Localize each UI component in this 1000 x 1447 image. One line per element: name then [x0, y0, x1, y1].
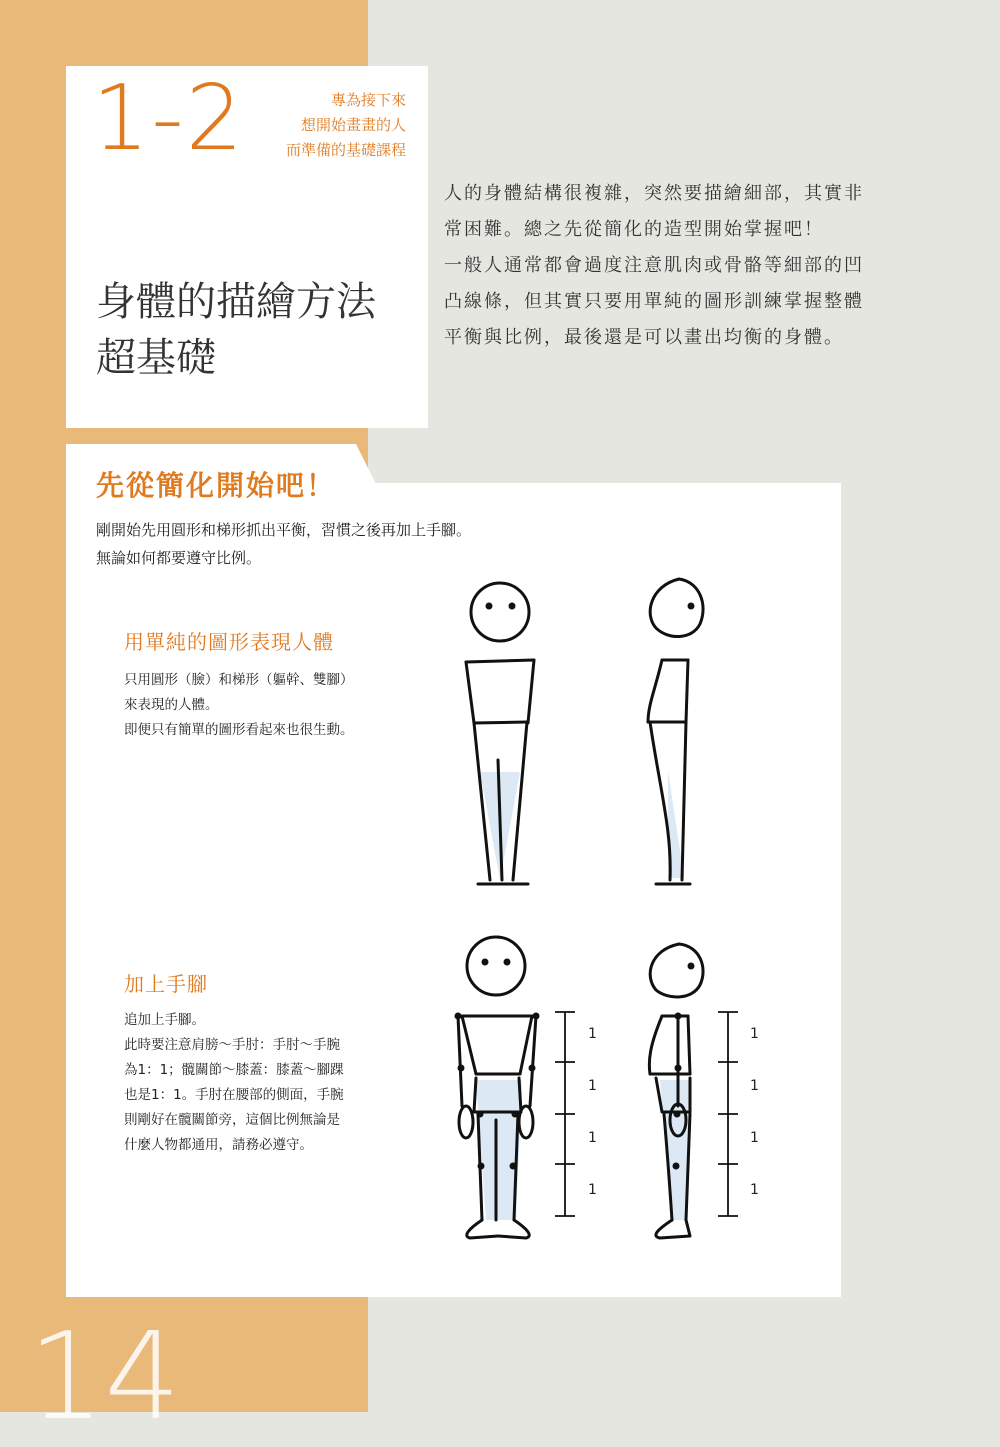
page-title-line: 超基礎 [96, 335, 216, 381]
chapter-subtitle-line: 專為接下來 [330, 91, 406, 109]
chapter-subtitle-line: 而準備的基礎課程 [285, 141, 406, 159]
ratio-label: 1 [750, 1078, 759, 1094]
page-number: 14 [28, 1308, 181, 1447]
subsection-line: 則剛好在髖關節旁，這個比例無論是 [124, 1112, 340, 1128]
ratio-label: 1 [588, 1026, 597, 1042]
side-limbs-figure [649, 944, 703, 1238]
ratio-label: 1 [750, 1182, 759, 1198]
intro-paragraph: 人的身體結構很複雜，突然要描繪細部，其實非常困難。總之先從簡化的造型開始掌握吧！ [444, 183, 864, 240]
subsection-line: 只用圓形（臉）和梯形（軀幹、雙腳） [124, 672, 354, 688]
ratio-label: 1 [588, 1078, 597, 1094]
side-simple-figure [648, 579, 703, 884]
subsection-line: 來表現的人體。 [124, 697, 219, 713]
ratio-label: 1 [588, 1130, 597, 1146]
subsection-line: 此時要注意肩膀～手肘：手肘～手腕 [124, 1037, 340, 1053]
ratio-ruler-side [718, 1012, 738, 1216]
subsection-line: 也是1：1。手肘在腰部的側面，手腕 [124, 1087, 344, 1103]
subsection-line: 即便只有簡單的圖形看起來也很生動。 [124, 722, 354, 738]
section-heading: 先從簡化開始吧！ [96, 469, 337, 502]
ratio-ruler-front [555, 1012, 575, 1216]
subsection-title-limbs: 加上手腳 [124, 972, 208, 996]
front-simple-figure [466, 583, 534, 884]
ratio-label: 1 [750, 1026, 759, 1042]
intro-paragraph: 一般人通常都會過度注意肌肉或骨骼等細部的凹凸線條，但其實只要用單純的圖形訓練掌握整體平衡與比例，最後還是可以畫出均衡的身體。 [444, 255, 864, 348]
chapter-number: 1-2 [92, 66, 245, 171]
subsection-line: 什麼人物都通用，請務必遵守。 [124, 1137, 313, 1153]
subsection-line: 追加上手腳。 [124, 1012, 205, 1028]
subsection-title-shapes: 用單純的圖形表現人體 [124, 630, 334, 654]
front-limbs-figure [455, 937, 540, 1238]
page-title-line: 身體的描繪方法 [96, 279, 376, 325]
ratio-label: 1 [750, 1130, 759, 1146]
subsection-line: 為1：1；髖關節～膝蓋：膝蓋～腳踝 [124, 1062, 344, 1078]
ratio-label: 1 [588, 1182, 597, 1198]
chapter-subtitle-line: 想開始畫畫的人 [300, 116, 406, 134]
section-description-line: 無論如何都要遵守比例。 [96, 549, 262, 567]
section-description-line: 剛開始先用圓形和梯形抓出平衡，習慣之後再加上手腳。 [96, 521, 472, 539]
